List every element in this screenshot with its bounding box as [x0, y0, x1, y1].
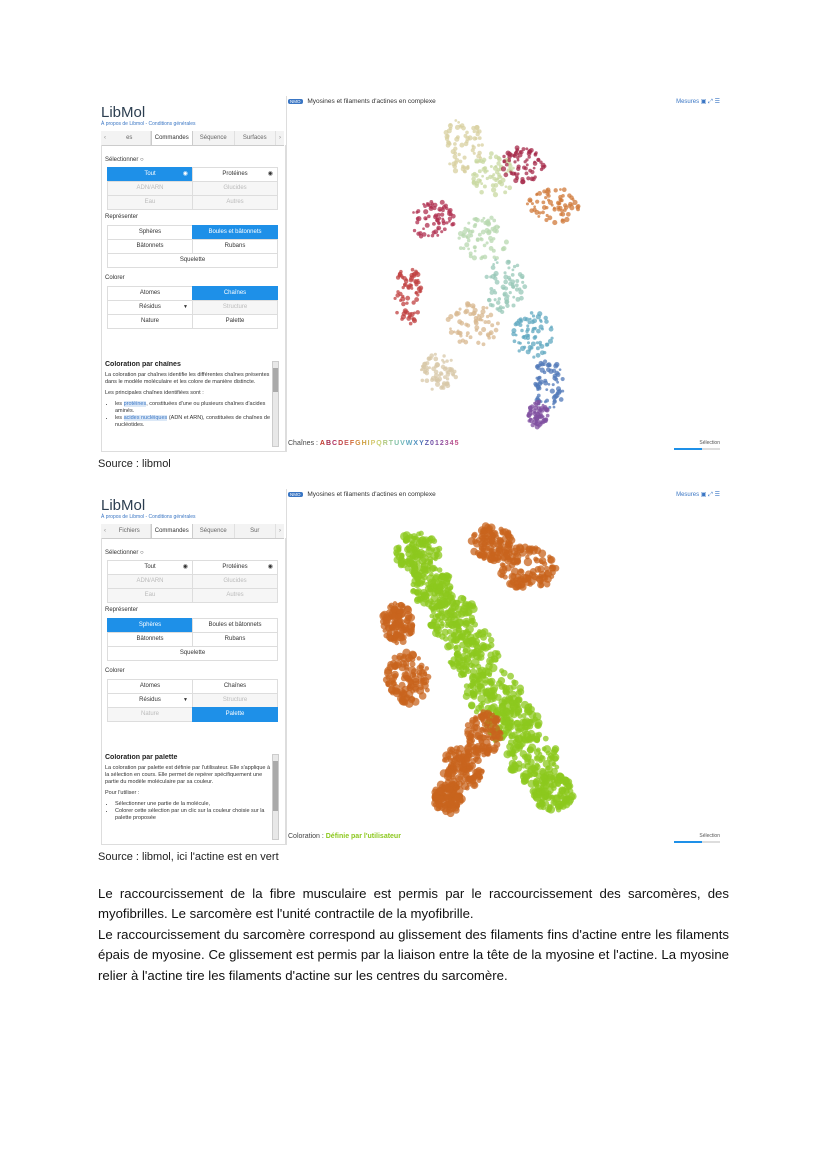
control-panel — [98, 489, 287, 845]
help-panel — [105, 754, 275, 839]
viewer-footer — [288, 833, 726, 845]
select-all-button[interactable]: Tout ◉ — [107, 167, 193, 182]
list-item: • Sélectionner une partie de la molécule, — [115, 801, 275, 808]
help-text: Les principales chaînes identifiées sont : — [105, 390, 204, 396]
molecule-chain-10 — [420, 353, 458, 391]
molecule-viewer-palette[interactable] — [288, 503, 726, 829]
refresh-icon[interactable]: ○ — [140, 550, 144, 556]
represent-section-label: Représenter — [105, 607, 139, 613]
model-title: Myosines et filaments d'actines en complexe — [307, 491, 436, 498]
tab-sequence[interactable]: Séquence — [193, 131, 235, 145]
ribbons-button[interactable]: Rubans — [192, 632, 278, 647]
chevron-down-icon: ▼ — [183, 304, 188, 310]
backbone-button[interactable]: Squelette — [107, 646, 278, 661]
tab-bar — [101, 524, 284, 539]
coloration-label: Coloration : — [288, 833, 324, 840]
source-caption-1: Source : libmol — [98, 458, 171, 470]
chain-letter[interactable]: Q — [376, 440, 383, 447]
eye-icon[interactable]: ◉ — [267, 564, 273, 570]
molecule-viewer-chains[interactable] — [288, 110, 726, 436]
settings-icon[interactable]: ☰ — [714, 99, 720, 105]
select-section-label: Sélectionner ○ — [105, 550, 144, 556]
select-water-button[interactable]: Eau — [107, 195, 193, 210]
chain-letter[interactable]: W — [405, 440, 414, 447]
body-text — [98, 884, 729, 986]
ribbons-button[interactable]: Rubans — [192, 239, 278, 254]
tab-files[interactable]: Fichiers — [109, 524, 151, 538]
list-item: • Colorer cette sélection par un clic sur la couleur choisie sur la palette proposée — [115, 808, 275, 822]
chain-letter[interactable]: F — [349, 440, 356, 447]
viewer-header — [288, 98, 726, 108]
about-links[interactable]: À propos de Libmol - Conditions générales — [101, 121, 196, 127]
help-text: La coloration par chaînes identifie les différentes chaînes présentes dans le modèle moléculaire et les colore de manière distincte. — [105, 372, 270, 385]
chain-letter[interactable]: A — [319, 440, 326, 447]
chain-letter[interactable]: I — [367, 440, 371, 447]
help-text: La coloration par palette est définie par l'utilisateur. Elle s'applique à la sélection en cours. Elle permet de repérer spécifiquement une partie du modèle moléculaire par sa couleur. — [105, 765, 271, 785]
help-scrollbar[interactable] — [272, 754, 279, 840]
chain-letter[interactable]: 1 — [434, 440, 440, 447]
tab-bar — [101, 131, 284, 146]
help-title: Coloration par chaînes — [105, 361, 181, 368]
selection-label: Sélection — [699, 833, 720, 839]
select-dna-rna-button[interactable]: ADN/ARN — [107, 574, 193, 589]
molecule-chain-4 — [412, 200, 456, 239]
chain-letter[interactable]: 5 — [454, 440, 460, 447]
molecule-chain-2 — [501, 145, 547, 184]
color-grid — [108, 287, 278, 329]
model-badge: NMO — [290, 98, 301, 104]
fullscreen-icon[interactable]: ⤢ — [708, 492, 713, 498]
help-list — [105, 801, 275, 822]
eye-icon[interactable]: ◉ — [182, 171, 188, 177]
camera-icon[interactable]: ▣ — [700, 492, 707, 498]
color-palette-button[interactable]: Palette — [192, 314, 278, 329]
help-list — [105, 401, 275, 429]
source-caption-2: Source : libmol, ici l'actine est en vert — [98, 851, 279, 863]
paragraph: Le raccourcissement du sarcomère correspond au glissement des filaments fins d'actine entre les filaments épais de myosine. Ce glissement est permis par la liaison entre la tête de la myosine et l'actine. La myosine relier à l'actine tire les filaments d'actine sur les centres du sarcomère. — [98, 926, 729, 983]
list-item: • les acides nucléiques (ADN et ARN), constituées de chaînes de nucléotides. — [115, 415, 275, 429]
camera-icon[interactable]: ▣ — [700, 99, 707, 105]
select-section-label: Sélectionner ○ — [105, 157, 144, 163]
color-structure-button[interactable]: Structure — [192, 300, 278, 315]
ball-stick-button[interactable]: Boules et bâtonnets — [192, 225, 278, 240]
backbone-button[interactable]: Squelette — [107, 253, 278, 268]
molecule-chain-8 — [446, 301, 500, 346]
libmol-screenshot-1 — [98, 96, 728, 452]
model-badge: NMO — [290, 491, 301, 497]
molecule-chain-6 — [485, 258, 528, 314]
settings-icon[interactable]: ☰ — [714, 492, 720, 498]
help-title: Coloration par palette — [105, 754, 178, 761]
molecule-chain-11 — [383, 649, 431, 708]
select-proteins-button[interactable]: Protéines ◉ — [192, 167, 278, 182]
tab-commands[interactable]: Commandes — [151, 131, 194, 145]
selection-bar — [674, 841, 720, 843]
viewer-tools — [676, 491, 720, 499]
chain-letter[interactable]: D — [338, 440, 345, 447]
about-links[interactable]: À propos de Libmol - Conditions générales — [101, 514, 196, 520]
help-text: Pour l'utiliser : — [105, 790, 140, 796]
color-grid — [108, 680, 278, 722]
color-atoms-button[interactable]: Atomes — [107, 286, 193, 301]
chain-letter[interactable]: H — [361, 440, 368, 447]
app-title: LibMol — [101, 104, 146, 121]
tab-scroll-right-icon[interactable]: › — [279, 135, 281, 141]
select-others-button[interactable]: Autres — [192, 588, 278, 603]
color-nature-button[interactable]: Nature — [107, 314, 193, 329]
color-chains-button[interactable]: Chaînes — [192, 286, 278, 301]
model-title: Myosines et filaments d'actines en complexe — [307, 98, 436, 105]
coloration-value: Définie par l'utilisateur — [325, 833, 401, 840]
paragraph: Le raccourcissement de la fibre musculaire est permis par le raccourcissement des sarcomères, des myofibrilles. Le sarcomère est l'unité contractile de la myofibrille. — [98, 886, 729, 922]
tab-commands[interactable]: Commandes — [151, 524, 194, 538]
color-residues-dropdown[interactable]: Résidus ▼ — [107, 300, 193, 315]
chain-letter[interactable]: Y — [419, 440, 425, 447]
measures-button[interactable]: Mesures — [676, 99, 700, 105]
selection-bar — [674, 448, 720, 450]
measures-button[interactable]: Mesures — [676, 492, 700, 498]
chain-letter[interactable]: E — [344, 440, 350, 447]
molecule-chain-9 — [511, 311, 553, 359]
color-section-label: Colorer — [105, 668, 125, 674]
tab-scroll-left-icon[interactable]: ‹ — [104, 528, 106, 534]
chevron-down-icon: ▼ — [183, 697, 188, 703]
chain-letter[interactable]: 4 — [449, 440, 455, 447]
chain-letter[interactable]: C — [332, 440, 339, 447]
chain-letter[interactable]: 3 — [444, 440, 450, 447]
molecule-chain-0 — [444, 119, 484, 173]
proteins-link[interactable]: protéines — [123, 401, 147, 407]
nucleic-acids-link[interactable]: acides nucléiques — [123, 415, 168, 421]
chain-letter[interactable]: V — [400, 440, 406, 447]
control-panel — [98, 96, 287, 452]
tab-scroll-right-icon[interactable]: › — [279, 528, 281, 534]
sticks-button[interactable]: Bâtonnets — [107, 632, 193, 647]
color-atoms-button[interactable]: Atomes — [107, 679, 193, 694]
ball-stick-button[interactable]: Boules et bâtonnets — [192, 618, 278, 633]
chain-letter[interactable]: B — [325, 440, 333, 447]
chain-letter[interactable]: Z — [424, 440, 431, 447]
color-palette-button[interactable]: Palette — [192, 707, 278, 722]
chain-letter[interactable]: 2 — [439, 440, 445, 447]
viewer-tools — [676, 98, 720, 106]
select-others-button[interactable]: Autres — [192, 195, 278, 210]
app-title: LibMol — [101, 497, 146, 514]
sticks-button[interactable]: Bâtonnets — [107, 239, 193, 254]
color-chains-button[interactable]: Chaînes — [192, 679, 278, 694]
color-structure-button[interactable]: Structure — [192, 693, 278, 708]
tab-sequence[interactable]: Séquence — [193, 524, 235, 538]
chain-letters[interactable] — [320, 440, 460, 447]
molecule-chain-7 — [393, 268, 423, 325]
chain-letter[interactable]: G — [355, 440, 362, 447]
represent-grid — [108, 619, 278, 661]
chain-letter[interactable]: 0 — [430, 440, 435, 447]
tab-surfaces[interactable]: Sur — [235, 524, 277, 538]
represent-section-label: Représenter — [105, 214, 139, 220]
chain-letter[interactable]: T — [388, 440, 395, 447]
color-nature-button[interactable]: Nature — [107, 707, 193, 722]
eye-icon[interactable]: ◉ — [267, 171, 273, 177]
select-water-button[interactable]: Eau — [107, 588, 193, 603]
spheres-button[interactable]: Sphères — [107, 618, 193, 633]
molecule-chain-3 — [526, 187, 581, 225]
tab-surfaces[interactable]: Surfaces — [235, 131, 277, 145]
tab-scroll-left-icon[interactable]: ‹ — [104, 135, 106, 141]
molecule-chain-10 — [379, 601, 415, 645]
chain-letter[interactable]: P — [370, 440, 377, 447]
viewer-header — [288, 491, 726, 501]
spheres-button[interactable]: Sphères — [107, 225, 193, 240]
represent-grid — [108, 226, 278, 268]
molecule-chain-9 — [497, 543, 559, 590]
help-scrollbar[interactable] — [272, 361, 279, 447]
color-section-label: Colorer — [105, 275, 125, 281]
eye-icon[interactable]: ◉ — [182, 564, 188, 570]
tab-files[interactable]: es — [109, 131, 151, 145]
list-item: • les protéines, constituées d'une ou plusieurs chaînes d'acides aminés. — [115, 401, 275, 415]
select-dna-rna-button[interactable]: ADN/ARN — [107, 181, 193, 196]
select-all-button[interactable]: Tout ◉ — [107, 560, 193, 575]
chain-letter[interactable]: R — [382, 440, 389, 447]
refresh-icon[interactable]: ○ — [140, 157, 144, 163]
molecule-chain-12 — [526, 400, 549, 430]
fullscreen-icon[interactable]: ⤢ — [708, 99, 713, 105]
chain-letter[interactable]: X — [413, 440, 420, 447]
chain-letter[interactable]: U — [394, 440, 401, 447]
viewer-footer — [288, 440, 726, 452]
select-proteins-button[interactable]: Protéines ◉ — [192, 560, 278, 575]
select-grid — [108, 561, 278, 603]
molecule-chain-0 — [393, 531, 442, 579]
select-grid — [108, 168, 278, 210]
color-residues-dropdown[interactable]: Résidus ▼ — [107, 693, 193, 708]
select-glucides-button[interactable]: Glucides — [192, 574, 278, 589]
help-panel — [105, 361, 275, 446]
molecule-chain-5 — [458, 216, 509, 261]
selection-label: Sélection — [699, 440, 720, 446]
select-glucides-button[interactable]: Glucides — [192, 181, 278, 196]
chains-label: Chaînes : — [288, 440, 318, 447]
libmol-screenshot-2 — [98, 489, 728, 845]
